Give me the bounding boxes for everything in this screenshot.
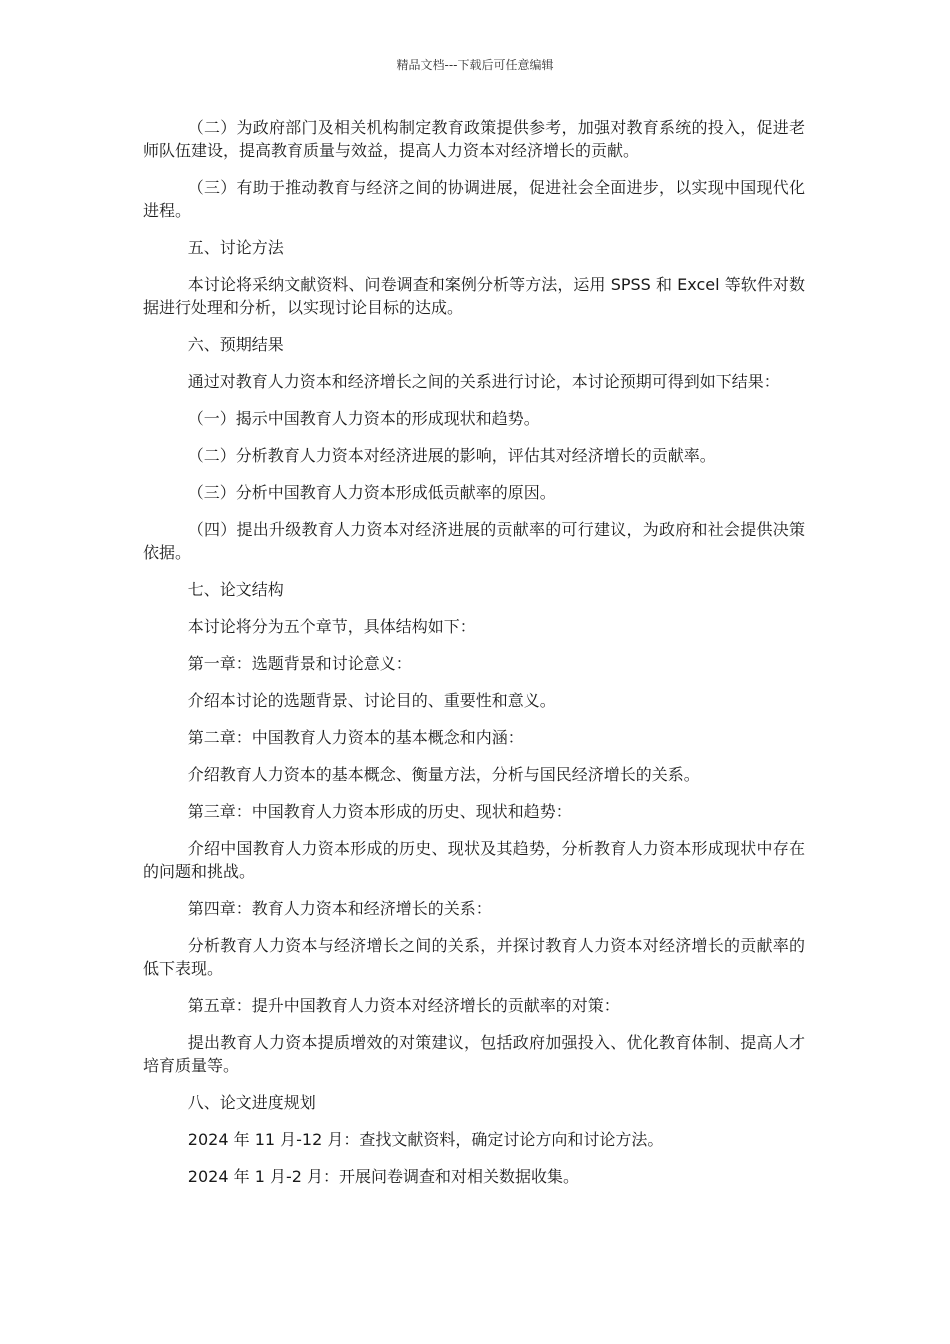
chapter-title: 第一章：选题背景和讨论意义：	[187, 654, 412, 673]
schedule-item: 2024 年 1 月-2 月：开展问卷调查和对相关数据收集。	[187, 1167, 579, 1186]
section-heading: 八、论文进度规划	[187, 1093, 316, 1112]
document-body	[143, 116, 805, 1202]
section-heading: 七、论文结构	[187, 580, 284, 599]
paragraph: 通过对教育人力资本和经济增长之间的关系进行讨论，本讨论预期可得到如下结果：	[187, 372, 780, 391]
paragraph: （三）有助于推动教育与经济之间的协调进展，促进社会全面进步，以实现中国现代化进程。	[143, 178, 805, 220]
page-header: 精品文档---下载后可任意编辑	[396, 58, 554, 72]
list-item: （一）揭示中国教育人力资本的形成现状和趋势。	[187, 409, 540, 428]
chapter-title: 第五章：提升中国教育人力资本对经济增长的贡献率的对策：	[187, 996, 620, 1015]
schedule-item: 2024 年 11 月-12 月：查找文献资料，确定讨论方向和讨论方法。	[187, 1130, 664, 1149]
paragraph: 本讨论将采纳文献资料、问卷调查和案例分析等方法，运用 SPSS 和 Excel 等软件对数据进行处理和分析，以实现讨论目标的达成。	[143, 275, 805, 317]
list-item: （三）分析中国教育人力资本形成低贡献率的原因。	[187, 483, 556, 502]
paragraph: 介绍本讨论的选题背景、讨论目的、重要性和意义。	[187, 691, 556, 710]
section-heading: 六、预期结果	[187, 335, 284, 354]
paragraph: （二）为政府部门及相关机构制定教育政策提供参考，加强对教育系统的投入，促进老师队伍建设，提高教育质量与效益，提高人力资本对经济增长的贡献。	[143, 118, 805, 160]
chapter-title: 第二章：中国教育人力资本的基本概念和内涵：	[187, 728, 524, 747]
paragraph: 本讨论将分为五个章节，具体结构如下：	[187, 617, 476, 636]
paragraph: 介绍教育人力资本的基本概念、衡量方法，分析与国民经济增长的关系。	[187, 765, 700, 784]
paragraph: 介绍中国教育人力资本形成的历史、现状及其趋势，分析教育人力资本形成现状中存在的问题和挑战。	[143, 839, 805, 881]
section-heading: 五、讨论方法	[187, 238, 284, 257]
paragraph: 提出教育人力资本提质增效的对策建议，包括政府加强投入、优化教育体制、提高人才培育质量等。	[143, 1033, 805, 1075]
list-item: （二）分析教育人力资本对经济进展的影响，评估其对经济增长的贡献率。	[187, 446, 716, 465]
list-item: （四）提出升级教育人力资本对经济进展的贡献率的可行建议，为政府和社会提供决策依据。	[143, 520, 805, 562]
chapter-title: 第四章：教育人力资本和经济增长的关系：	[187, 899, 492, 918]
chapter-title: 第三章：中国教育人力资本形成的历史、现状和趋势：	[187, 802, 572, 821]
paragraph: 分析教育人力资本与经济增长之间的关系，并探讨教育人力资本对经济增长的贡献率的低下表现。	[143, 936, 805, 978]
